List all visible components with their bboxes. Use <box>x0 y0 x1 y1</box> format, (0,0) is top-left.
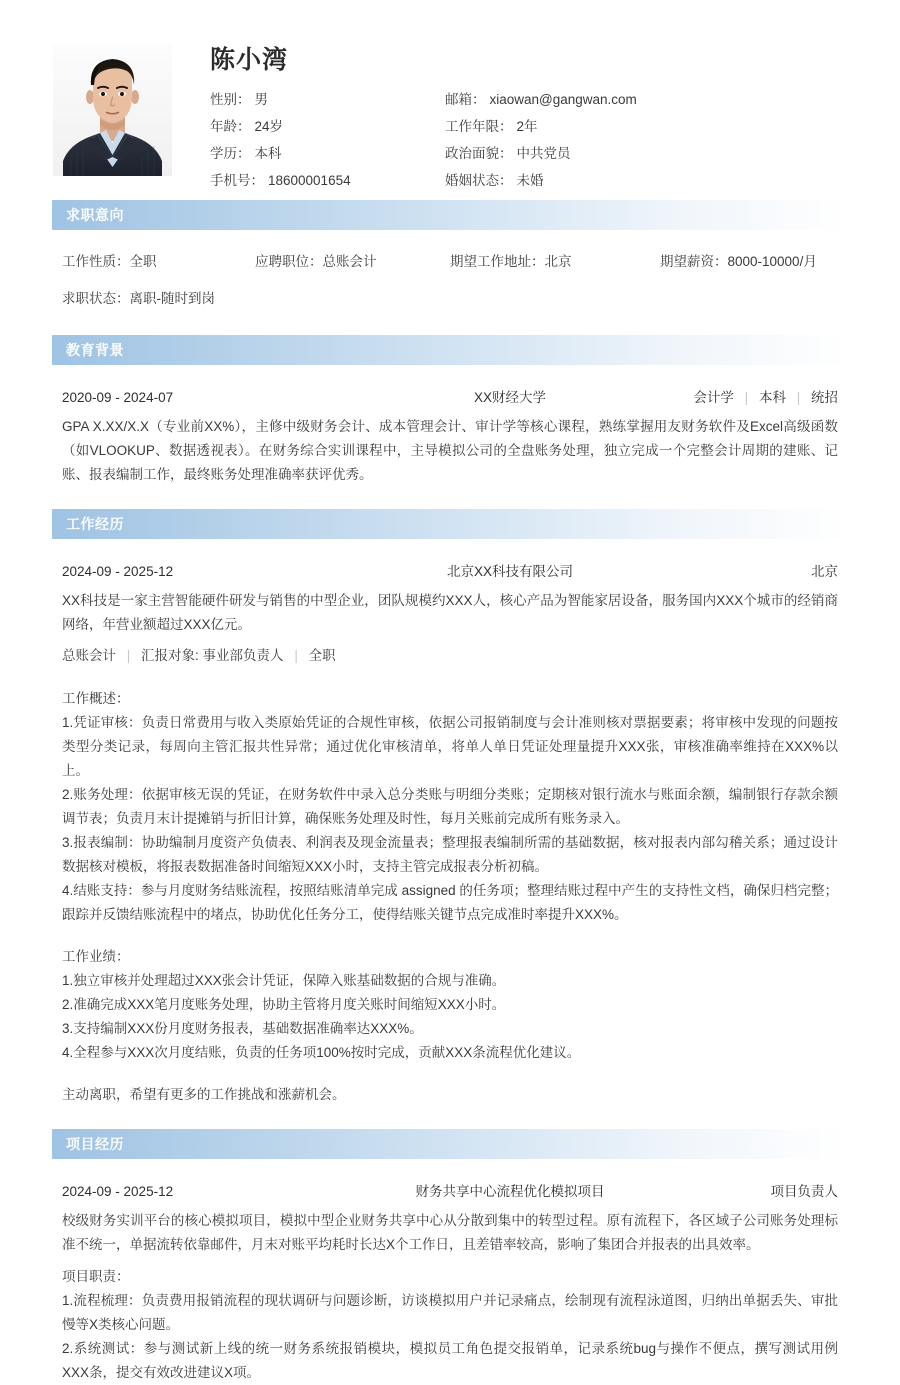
project-date: 2024-09 - 2025-12 <box>62 1184 174 1199</box>
info-work-years: 工作年限： 2年 <box>445 119 538 134</box>
info-degree: 学历： 本科 <box>210 146 282 161</box>
resume-header <box>0 0 900 200</box>
section-title: 教育背景 <box>66 342 124 358</box>
section-job-intent <box>0 200 900 335</box>
work-achievement-item: 2.准确完成XXX笔月度账务处理，协助主管将月度关账时间缩短XXX小时。 <box>62 997 506 1012</box>
job-intent-row-1 <box>62 230 838 272</box>
intent-salary: 期望薪资：8000-10000/月 <box>660 254 817 269</box>
work-location: 北京 <box>811 564 838 579</box>
section-title: 工作经历 <box>66 516 124 532</box>
work-body <box>52 539 848 1129</box>
info-phone: 手机号： 18600001654 <box>210 173 351 188</box>
project-entry-head <box>62 1159 838 1200</box>
intent-location: 期望工作地址：北京 <box>450 254 572 269</box>
candidate-photo-illustration <box>53 45 172 176</box>
section-work <box>0 509 900 1129</box>
work-duty-item: 3.报表编制：协助编制月度资产负债表、利润表及现金流量表；整理报表编制所需的基础数据，核对报表内部勾稽关系；通过设计数据核对模板，将报表数据准备时间缩短XXX小时，支持主管完成报表分析初稿。 <box>62 835 838 874</box>
intent-job-nature: 工作性质：全职 <box>62 254 157 269</box>
education-degree: 本科 <box>758 390 786 405</box>
project-duty-item: 1.流程梳理：负责费用报销流程的现状调研与问题诊断，访谈模拟用户并记录痛点，绘制现有流程泳道图，归纳出单据丢失、审批慢等X类核心问题。 <box>62 1293 838 1332</box>
work-date: 2024-09 - 2025-12 <box>62 564 174 579</box>
work-duty-item: 4.结账支持：参与月度财务结账流程，按照结账清单完成 assigned 的任务项；整理结账过程中产生的支持性文档，确保归档完整；跟踪并反馈结账流程中的堵点，协助优化任务分工，使得结账关键节点完成准时率提升XXX%。 <box>62 883 838 922</box>
work-leave-reason: 主动离职，希望有更多的工作挑战和涨薪机会。 <box>62 1087 346 1102</box>
education-school: XX财经大学 <box>473 390 546 405</box>
work-duties-title: 工作概述： <box>62 691 130 706</box>
info-marital-status: 婚姻状态： 未婚 <box>445 173 544 188</box>
section-header-work <box>52 509 848 539</box>
work-company-intro: XX科技是一家主营智能硬件研发与销售的中型企业，团队规模约XXX人，核心产品为智能家居设备，服务国内XXX个城市的经销商网络，年营业额超过XXX亿元。 <box>62 593 838 632</box>
header-details <box>172 45 848 190</box>
section-education <box>0 335 900 509</box>
project-duties-title: 项目职责： <box>62 1269 130 1284</box>
candidate-name: 陈小湾 <box>210 46 289 74</box>
work-meta-tags <box>62 646 838 666</box>
education-date: 2020-09 - 2024-07 <box>62 390 174 405</box>
work-employment-type: 全职 <box>308 648 336 663</box>
section-header-job-intent <box>52 200 848 230</box>
separator-icon: | <box>744 390 749 405</box>
intent-status: 求职状态：离职-随时到岗 <box>62 291 215 306</box>
work-report-to: 汇报对象: 事业部负责人 <box>141 648 284 663</box>
education-entry-head <box>62 365 838 406</box>
education-tags <box>638 386 838 406</box>
section-title: 求职意向 <box>66 207 124 223</box>
education-body <box>52 365 848 509</box>
separator-icon: | <box>796 390 801 405</box>
section-header-education <box>52 335 848 365</box>
project-body <box>52 1159 848 1385</box>
work-company: 北京XX科技有限公司 <box>446 564 573 579</box>
work-achievement-item: 4.全程参与XXX次月度结账，负责的任务项100%按时完成，贡献XXX条流程优化建议。 <box>62 1045 581 1060</box>
work-achievement-item: 1.独立审核并处理超过XXX张会计凭证，保障入账基础数据的合规与准确。 <box>62 973 506 988</box>
section-header-project <box>52 1129 848 1159</box>
work-job-title: 总账会计 <box>62 648 116 663</box>
intent-position: 应聘职位：总账会计 <box>255 254 377 269</box>
candidate-photo <box>53 45 172 176</box>
section-title: 项目经历 <box>66 1136 124 1152</box>
education-major: 会计学 <box>693 390 734 405</box>
project-description: 校级财务实训平台的核心模拟项目，模拟中型企业财务共享中心从分散到集中的转型过程。原有流程下，各区域子公司账务处理标准不统一，单据流转依靠邮件，月末对账平均耗时长达X个工作日，且差错率较高，影响了集团合并报表的出具效率。 <box>62 1213 838 1252</box>
section-project <box>0 1129 900 1385</box>
separator-icon: | <box>294 648 298 663</box>
separator-icon: | <box>126 648 131 663</box>
info-gender: 性别： 男 <box>210 92 268 107</box>
info-age: 年龄： 24岁 <box>210 119 284 134</box>
work-achievements-title: 工作业绩： <box>62 949 130 964</box>
work-duty-item: 1.凭证审核：负责日常费用与收入类原始凭证的合规性审核，依据公司报销制度与会计准则核对票据要素；将审核中发现的问题按类型分类记录，每周向主管汇报共性异常；通过优化审核清单，将单人单日凭证处理量提升XXX张，审核准确率维持在XXX%以上。 <box>62 715 838 778</box>
info-political-status: 政治面貌： 中共党员 <box>445 146 571 161</box>
work-entry-head <box>62 539 838 580</box>
project-role: 项目负责人 <box>770 1184 838 1199</box>
basic-info-grid <box>210 91 848 190</box>
education-description: GPA X.XX/X.X（专业前XX%），主修中级财务会计、成本管理会计、审计学等核心课程，熟练掌握用友财务软件及Excel高级函数（如VLOOKUP、数据透视表）。在财务综合实训课程中，主导模拟公司的全盘账务处理，独立完成一个完整会计周期的建账、记账、报表编制工作，最终账务处理准确率获评优秀。 <box>62 419 838 482</box>
work-duty-item: 2.账务处理：依据审核无误的凭证，在财务软件中录入总分类账与明细分类账；定期核对银行流水与账面余额，编制银行存款余额调节表；负责月末计提摊销与折旧计算，确保账务处理及时性，每月关账前完成所有账务录入。 <box>62 787 838 826</box>
project-duty-item: 2.系统测试：参与测试新上线的统一财务系统报销模块，模拟员工角色提交报销单，记录系统bug与操作不便点，撰写测试用例XXX条，提交有效改进建议X项。 <box>62 1341 838 1380</box>
education-admission: 统招 <box>811 390 838 405</box>
project-name: 财务共享中心流程优化模拟项目 <box>415 1184 605 1199</box>
job-intent-row-2 <box>62 272 838 309</box>
work-achievement-item: 3.支持编制XXX份月度财务报表，基础数据准确率达XXX%。 <box>62 1021 423 1036</box>
info-email: 邮箱： xiaowan@gangwan.com <box>445 92 637 107</box>
job-intent-body <box>52 230 848 335</box>
